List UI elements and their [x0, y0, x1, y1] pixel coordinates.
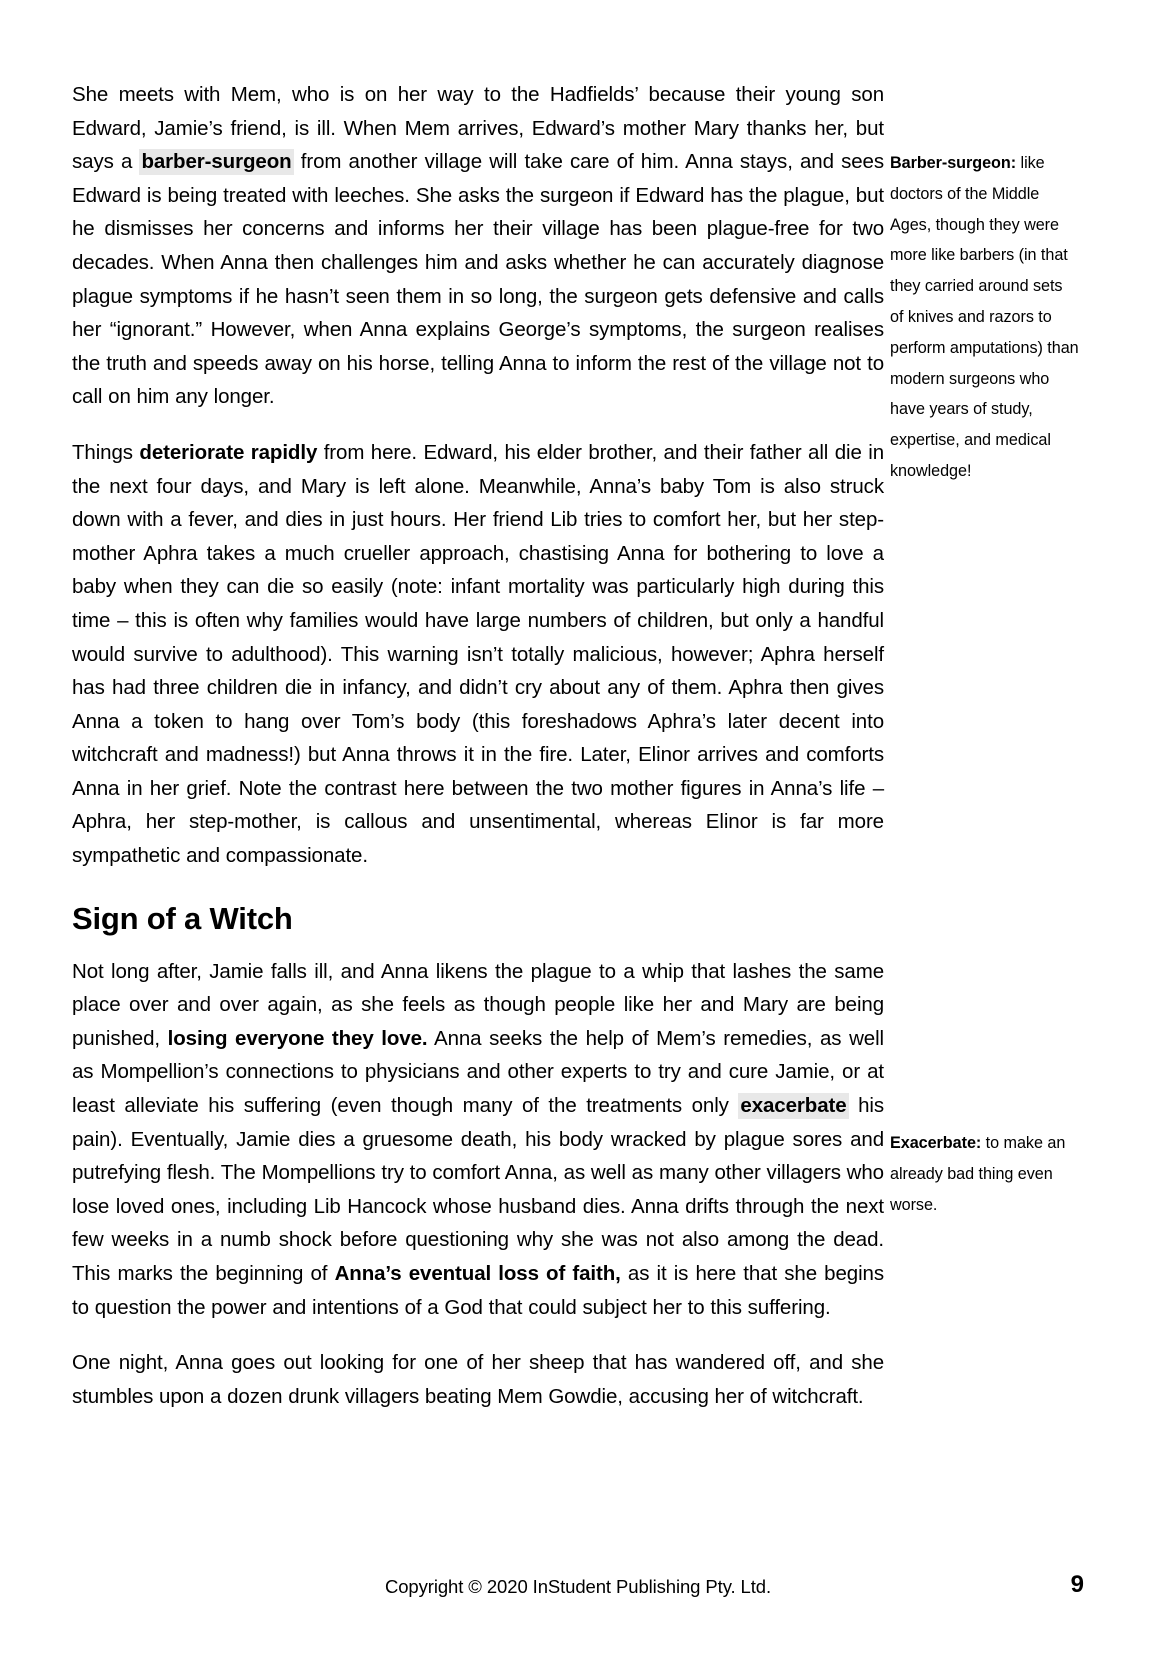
footer-copyright: Copyright © 2020 InStudent Publishing Pty. Ltd.	[384, 1576, 772, 1597]
paragraph-3	[72, 955, 884, 1325]
page-number: 9	[1070, 1571, 1084, 1598]
main-text-column	[72, 78, 884, 1413]
paragraph-4-text: One night, Anna goes out looking for one of her sheep that has wandered off, and she stumbles upon a dozen drunk villagers beating Mem Gowdie, accusing her of witchcraft.	[72, 1351, 884, 1408]
paragraph-2-text-part-2: from here. Edward, his elder brother, and their father all die in the next four days, and Mary is left alone. Meanwhile, Anna’s baby Tom is also struck down with a fever, and dies in just hours. Her friend Lib tries to comfort her, but her step-mother Aphra takes a much crueller approach, chastising Anna for bothering to love a baby when they can die so easily (note: infant mortality was particularly high during this time – this is often why families would have large numbers of children, but only a handful would survive to adulthood). This warning isn’t totally malicious, however; Aphra herself has had three children die in infancy, and didn’t cry about any of them. Aphra then gives Anna a token to hang over Tom’s body (this foreshadows Aphra’s later decent into witchcraft and madness!) but Anna throws it in the fire. Later, Elinor arrives and comforts Anna in her grief. Note the contrast here between the two mother figures in Anna’s life – Aphra, her step-mother, is callous and unsentimental, whereas Elinor is far more sympathetic and compassionate.	[72, 440, 884, 868]
paragraph-1-text-part-1: She meets with Mem, who is on her way to the Hadfields’ because their young son Edward, Jamie’s friend, is ill. When Mem arrives, Edward’s mother Mary thanks her, but says a	[72, 83, 884, 174]
bold-phrase-losing-everyone-they-love: losing everyone they love.	[167, 1026, 428, 1050]
margin-note-barber-surgeon	[890, 148, 1080, 487]
bold-phrase-deteriorate-rapidly: deteriorate rapidly	[139, 440, 318, 464]
paragraph-3-text-part-4: as it is here that she begins to question the power and intentions of a God that could subject her to this suffering.	[72, 1262, 884, 1319]
highlighted-term-exacerbate: exacerbate	[740, 1094, 847, 1118]
paragraph-3-text-part-3: his pain). Eventually, Jamie dies a gruesome death, his body wracked by plague sores and putrefying flesh. The Mompellions try to comfort Anna, as well as many other villagers who lose loved ones, including Lib Hancock whose husband dies. Anna drifts through the next few weeks in a numb shock before questioning why she was not also among the dead. This marks the beginning of	[72, 1094, 885, 1285]
paragraph-3-text-part-2: Anna seeks the help of Mem’s remedies, as well as Mompellion’s connections to physicians and other experts to try and cure Jamie, or at least alleviate his suffering (even though many of the treatments only	[72, 1026, 884, 1118]
paragraph-1-text-part-2: from another village will take care of him. Anna stays, and sees Edward is being treated with leeches. She asks the surgeon if Edward has the plague, but he dismisses her concerns and informs her their village has been plague-free for two decades. When Anna then challenges him and asks whether he can accurately diagnose plague symptoms if he hasn’t seen them in so long, the surgeon gets defensive and calls her “ignorant.” However, when Anna explains George’s symptoms, the surgeon realises the truth and speeds away on his horse, telling Anna to inform the rest of the village not to call on him any longer.	[72, 150, 884, 409]
paragraph-3-text-part-1: Not long after, Jamie falls ill, and Anna likens the plague to a whip that lashes the same place over and over again, as she feels as though people like her and Mary are being punished,	[72, 959, 884, 1050]
paragraph-4	[72, 1346, 884, 1413]
margin-note-definition: to make an already bad thing even worse.	[890, 1134, 1066, 1214]
paragraph-2-text-part-1: Things	[72, 440, 140, 464]
margin-note-exacerbate	[890, 1128, 1080, 1220]
paragraph-1	[72, 78, 884, 414]
margin-note-term: Exacerbate:	[890, 1134, 982, 1152]
margin-note-term: Barber-surgeon:	[890, 154, 1017, 172]
page-footer	[72, 1571, 1084, 1608]
bold-phrase-annas-eventual-loss-of-faith: Anna’s eventual loss of faith,	[334, 1262, 621, 1285]
highlighted-term-barber-surgeon: barber-surgeon	[141, 150, 292, 174]
section-heading-sign-of-a-witch: Sign of a Witch	[72, 900, 293, 936]
margin-note-definition: like doctors of the Middle Ages, though they were more like barbers (in that they carried around sets of knives and razors to perform amputations) than modern surgeons who have years of study, expertise, and medical knowledge!	[890, 154, 1079, 480]
paragraph-2	[72, 436, 884, 873]
